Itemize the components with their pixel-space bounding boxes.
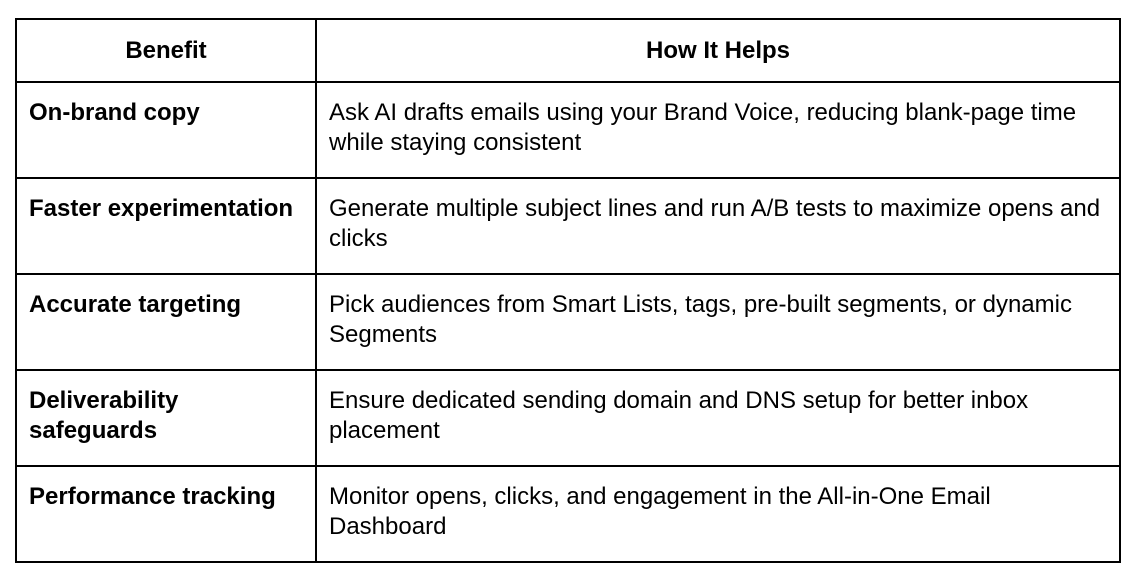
benefit-text: Performance tracking [29,483,276,510]
table-row [16,178,1120,274]
table-row [16,466,1120,562]
benefits-table [15,18,1121,563]
how-it-helps-cell [316,82,1120,178]
benefit-cell [16,178,316,274]
benefit-cell [16,370,316,466]
benefit-cell [16,274,316,370]
how-it-helps-text: Pick audiences from Smart Lists, tags, pre-built segments, or dynamic Segments [329,291,1072,348]
table-header-row [16,19,1120,82]
header-how-it-helps: How It Helps [316,19,1120,82]
how-it-helps-cell [316,274,1120,370]
how-it-helps-text: Monitor opens, clicks, and engagement in the All-in-One Email Dashboard [329,483,991,540]
how-it-helps-cell [316,466,1120,562]
benefit-cell [16,466,316,562]
how-it-helps-text: Ensure dedicated sending domain and DNS setup for better inbox placement [329,387,1029,444]
benefits-table-container [15,18,1119,563]
table-row [16,274,1120,370]
header-benefit: Benefit [16,19,316,82]
how-it-helps-text: Ask AI drafts emails using your Brand Voice, reducing blank-page time while staying consistent [329,99,1077,156]
benefit-text: Faster experimentation [29,195,294,222]
table-row [16,370,1120,466]
benefit-cell [16,82,316,178]
benefit-text: Accurate targeting [29,291,242,318]
benefit-text: On-brand copy [29,99,200,126]
how-it-helps-cell [316,178,1120,274]
how-it-helps-text: Generate multiple subject lines and run A/B tests to maximize opens and clicks [329,195,1101,252]
benefit-text: Deliverability safeguards [29,387,179,444]
table-row [16,82,1120,178]
how-it-helps-cell [316,370,1120,466]
